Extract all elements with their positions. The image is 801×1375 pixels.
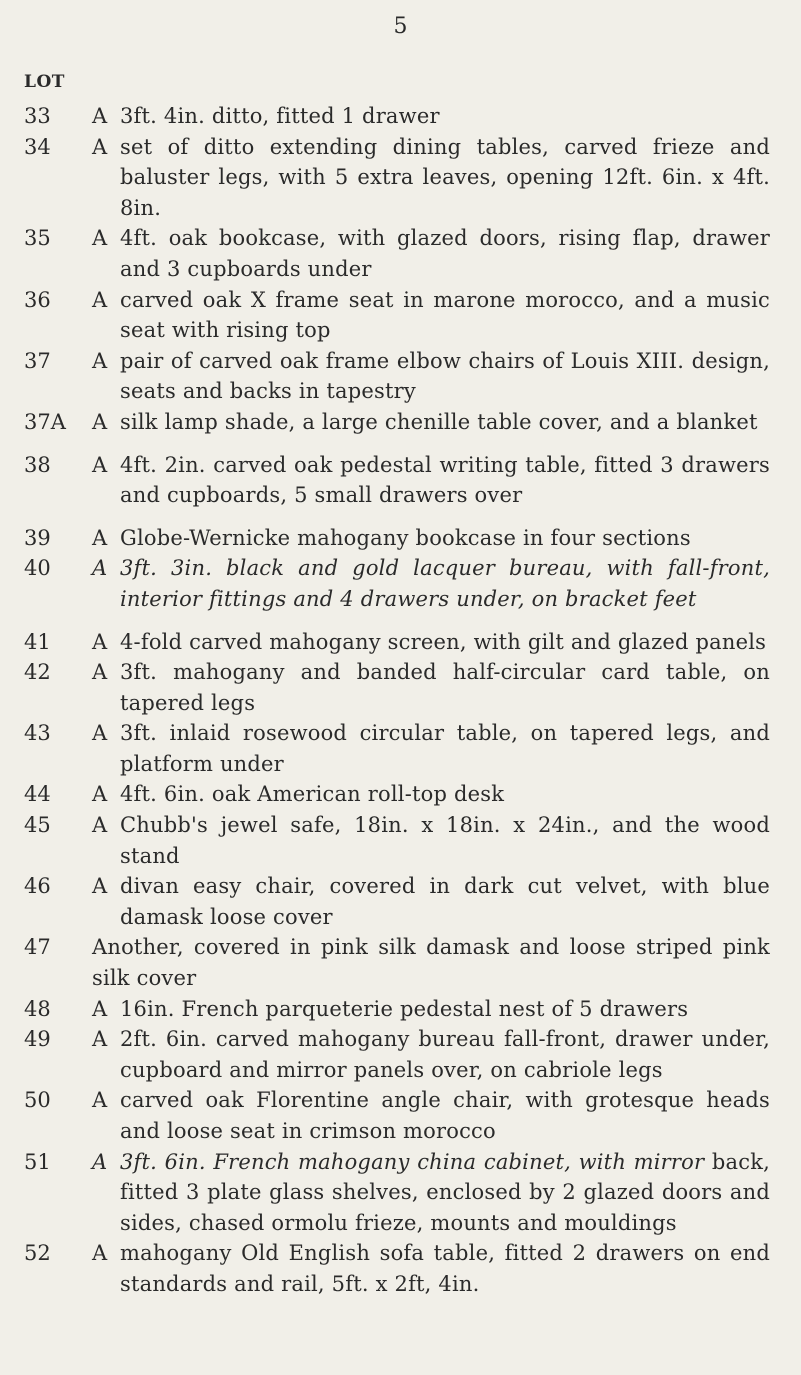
- lot-description: mahogany Old English sofa table, fitted 2 drawers on end standards and rail, 5ft. x 2ft, 4in.: [120, 1241, 770, 1296]
- lot-description: carved oak Florentine angle chair, with grotesque heads and loose seat in crimson morocco: [120, 1088, 770, 1143]
- lot-number: 45: [24, 813, 51, 838]
- lot-entry: [0, 223, 801, 284]
- page-number: 5: [393, 14, 408, 39]
- lot-entry: [0, 627, 801, 658]
- lot-quantity: A: [92, 134, 108, 159]
- lot-quantity: A: [92, 629, 108, 654]
- lot-description-italic-part: 3ft. 6in. French mahogany china cabinet, with mirror: [120, 1149, 705, 1174]
- lot-entry: [0, 1085, 801, 1146]
- lot-quantity: A: [92, 348, 108, 373]
- lot-entry: [0, 1238, 801, 1299]
- lot-entry: [0, 101, 801, 132]
- lot-number: 41: [24, 629, 51, 654]
- lot-description: silk lamp shade, a large chenille table cover, and a blanket: [120, 409, 758, 434]
- lot-quantity: A: [92, 782, 108, 807]
- lot-number: 43: [24, 721, 51, 746]
- lot-number: 40: [24, 556, 51, 581]
- lot-number: 42: [24, 660, 51, 685]
- lot-entry: [0, 285, 801, 346]
- lot-quantity: A: [92, 409, 108, 434]
- lot-quantity: A: [92, 452, 108, 477]
- lot-number: 35: [24, 226, 51, 251]
- lot-description: carved oak X frame seat in marone morocco, and a music seat with rising top: [120, 287, 770, 343]
- lot-description: pair of carved oak frame elbow chairs of Louis XIII. design, seats and backs in tapestry: [120, 348, 770, 404]
- lot-quantity: A: [92, 996, 108, 1021]
- lot-quantity: A: [92, 226, 108, 251]
- lot-entry: [0, 932, 801, 993]
- lot-column-header: LOT: [24, 72, 65, 92]
- lot-number: 37: [24, 348, 51, 373]
- lot-description: [120, 1147, 770, 1239]
- lot-entry: [0, 346, 801, 407]
- lot-quantity: A: [92, 660, 108, 685]
- lot-quantity: A: [92, 1027, 108, 1052]
- lot-description: 4-fold carved mahogany screen, with gilt and glazed panels: [120, 629, 767, 654]
- lot-number: 52: [24, 1241, 51, 1266]
- lot-description: 3ft. inlaid rosewood circular table, on tapered legs, and platform under: [120, 721, 770, 776]
- lot-quantity: A: [92, 721, 108, 746]
- lot-description: 16in. French parqueterie pedestal nest of 5 drawers: [120, 996, 689, 1021]
- lot-number: 48: [24, 996, 51, 1021]
- lot-description: 3ft. mahogany and banded half-circular card table, on tapered legs: [120, 660, 770, 715]
- lot-entry: [0, 132, 801, 224]
- lot-entry: [0, 553, 801, 614]
- lot-description-roman-part: back, fitted 3 plate glass shelves, enclosed by 2 glazed doors and sides, chased ormolu frieze, mounts and mouldings: [120, 1149, 770, 1235]
- lot-description: divan easy chair, covered in dark cut velvet, with blue damask loose cover: [120, 874, 770, 929]
- lot-description: set of ditto extending dining tables, carved frieze and baluster legs, with 5 extra leaves, opening 12ft. 6in. x 4ft. 8in.: [120, 134, 770, 220]
- lot-number: 51: [24, 1149, 51, 1174]
- lot-description: Chubb's jewel safe, 18in. x 18in. x 24in., and the wood stand: [120, 813, 770, 868]
- lot-number: 37A: [24, 409, 66, 434]
- lot-number: 50: [24, 1088, 51, 1113]
- lot-entry: [0, 407, 801, 438]
- lot-quantity: A: [92, 1088, 108, 1113]
- lot-entry: [0, 810, 801, 871]
- lot-entry: [0, 1147, 801, 1239]
- lot-entry: [0, 718, 801, 779]
- lot-entry: [0, 994, 801, 1025]
- lot-quantity: A: [92, 813, 108, 838]
- lot-entry: [0, 779, 801, 810]
- lot-description: 2ft. 6in. carved mahogany bureau fall-front, drawer under, cupboard and mirror panels over, on cabriole legs: [120, 1027, 770, 1082]
- lot-quantity: A: [92, 1241, 108, 1266]
- lot-description: 4ft. 2in. carved oak pedestal writing table, fitted 3 drawers and cupboards, 5 small drawers over: [120, 452, 770, 508]
- lot-number: 38: [24, 452, 51, 477]
- lot-number: 33: [24, 104, 51, 128]
- lot-number: 47: [24, 935, 51, 960]
- lot-quantity: A: [92, 104, 108, 128]
- lot-quantity: A: [92, 525, 108, 550]
- lot-number: 44: [24, 782, 51, 807]
- lot-number: 46: [24, 874, 51, 899]
- lot-list: [0, 101, 801, 1300]
- lot-description: 4ft. 6in. oak American roll-top desk: [120, 782, 505, 807]
- lot-description: 3ft. 3in. black and gold lacquer bureau, with fall-front, interior fittings and 4 drawers under, on bracket feet: [120, 556, 770, 611]
- lot-description: 3ft. 4in. ditto, fitted 1 drawer: [120, 104, 440, 128]
- lot-quantity: A: [92, 874, 108, 899]
- lot-entry: [0, 523, 801, 554]
- lot-number: 34: [24, 134, 51, 159]
- lot-number: 39: [24, 525, 51, 550]
- lot-entry: [0, 450, 801, 511]
- lot-entry: [0, 657, 801, 718]
- lot-description: 4ft. oak bookcase, with glazed doors, rising flap, drawer and 3 cupboards under: [120, 226, 770, 281]
- lot-description: Another, covered in pink silk damask and loose striped pink silk cover: [92, 935, 770, 991]
- lot-entry: [0, 1024, 801, 1085]
- lot-quantity: A: [92, 556, 108, 581]
- lot-quantity: A: [92, 1149, 108, 1174]
- lot-quantity: A: [92, 287, 108, 312]
- lot-description: Globe-Wernicke mahogany bookcase in four sections: [120, 525, 691, 550]
- lot-number: 49: [24, 1027, 51, 1052]
- lot-number: 36: [24, 287, 51, 312]
- lot-entry: [0, 871, 801, 932]
